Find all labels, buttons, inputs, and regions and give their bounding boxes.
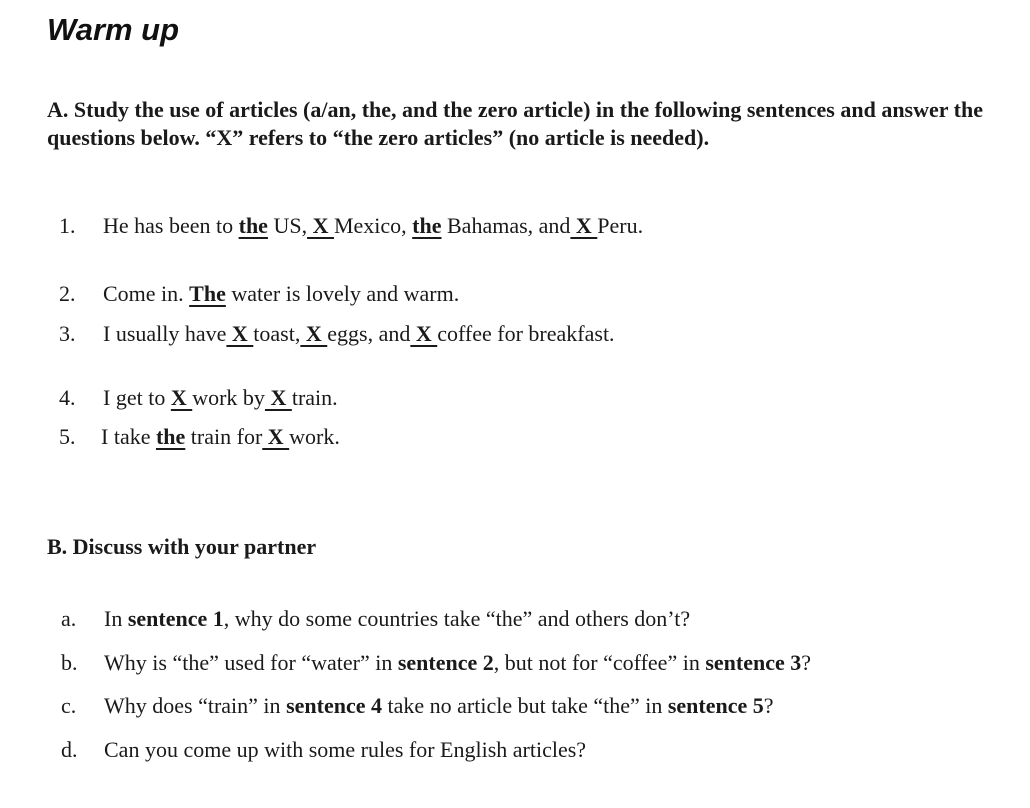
section-b-heading: B. Discuss with your partner	[47, 534, 317, 559]
text-segment: Bahamas, and	[441, 213, 571, 238]
text-segment: toast,	[253, 321, 301, 346]
text-segment: I usually have	[103, 321, 227, 346]
sentence-text	[103, 319, 615, 349]
article-the: the	[412, 213, 442, 238]
sentence-number: 5.	[59, 424, 76, 449]
sentence-reference: sentence 3	[705, 650, 802, 675]
question-text	[104, 691, 774, 721]
text-segment: ?	[763, 693, 774, 718]
sentence-text	[103, 211, 643, 241]
article-the: the	[238, 213, 268, 238]
text-segment: He has been to	[103, 213, 239, 238]
text-segment: work.	[289, 424, 340, 449]
zero-article-x: X	[226, 321, 254, 346]
sentence-reference: sentence 2	[397, 650, 494, 675]
text-segment: Come in.	[103, 281, 190, 306]
sentence-number: 3.	[59, 321, 76, 346]
text-segment: Why does “train” in	[104, 693, 287, 718]
sentence-number: 4.	[59, 385, 76, 410]
sentence-text	[103, 383, 338, 413]
sentence-number: 2.	[59, 281, 76, 306]
zero-article-x: X	[170, 385, 193, 410]
zero-article-x: X	[264, 385, 292, 410]
question-label: c.	[61, 693, 77, 718]
question-label: d.	[61, 737, 78, 762]
text-segment: eggs, and	[327, 321, 411, 346]
sentence-text	[103, 279, 459, 309]
zero-article-x: X	[307, 213, 334, 238]
sentence-reference: sentence 5	[667, 693, 764, 718]
text-segment: train for	[185, 424, 263, 449]
sentence-reference: sentence 1	[127, 606, 224, 631]
text-segment: , why do some countries take “the” and others don’t?	[223, 606, 691, 631]
question-text	[104, 648, 811, 678]
question-text	[104, 735, 586, 765]
text-segment: water is lovely and warm.	[225, 281, 460, 306]
text-segment: train.	[291, 385, 338, 410]
text-segment: , but not for “coffee” in	[493, 650, 706, 675]
sentence-text	[101, 422, 340, 452]
zero-article-x: X	[262, 424, 290, 449]
text-segment: take no article but take “the” in	[381, 693, 668, 718]
text-segment: Peru.	[597, 213, 644, 238]
text-segment: Why is “the” used for “water” in	[104, 650, 398, 675]
zero-article-x: X	[570, 213, 598, 238]
text-segment: I take	[101, 424, 156, 449]
question-label: a.	[61, 606, 77, 631]
zero-article-x: X	[300, 321, 328, 346]
text-segment: In	[104, 606, 128, 631]
text-segment: Can you come up with some rules for English articles?	[104, 737, 587, 762]
article-the: The	[189, 281, 226, 306]
text-segment: I get to	[103, 385, 171, 410]
article-the: the	[155, 424, 186, 449]
text-segment: work by	[192, 385, 265, 410]
sentence-reference: sentence 4	[286, 693, 382, 718]
page-title: Warm up	[47, 12, 180, 47]
section-a-instruction: A. Study the use of articles (a/an, the, and the zero article) in the following sentences and answer the questions below. “X” refers to “the zero articles” (no article is needed).	[47, 97, 983, 150]
sentence-number: 1.	[59, 213, 76, 238]
text-segment: Mexico,	[333, 213, 413, 238]
text-segment: ?	[801, 650, 812, 675]
question-text	[104, 604, 690, 634]
question-label: b.	[61, 650, 78, 675]
text-segment: US,	[267, 213, 308, 238]
zero-article-x: X	[410, 321, 438, 346]
text-segment: coffee for breakfast.	[437, 321, 615, 346]
